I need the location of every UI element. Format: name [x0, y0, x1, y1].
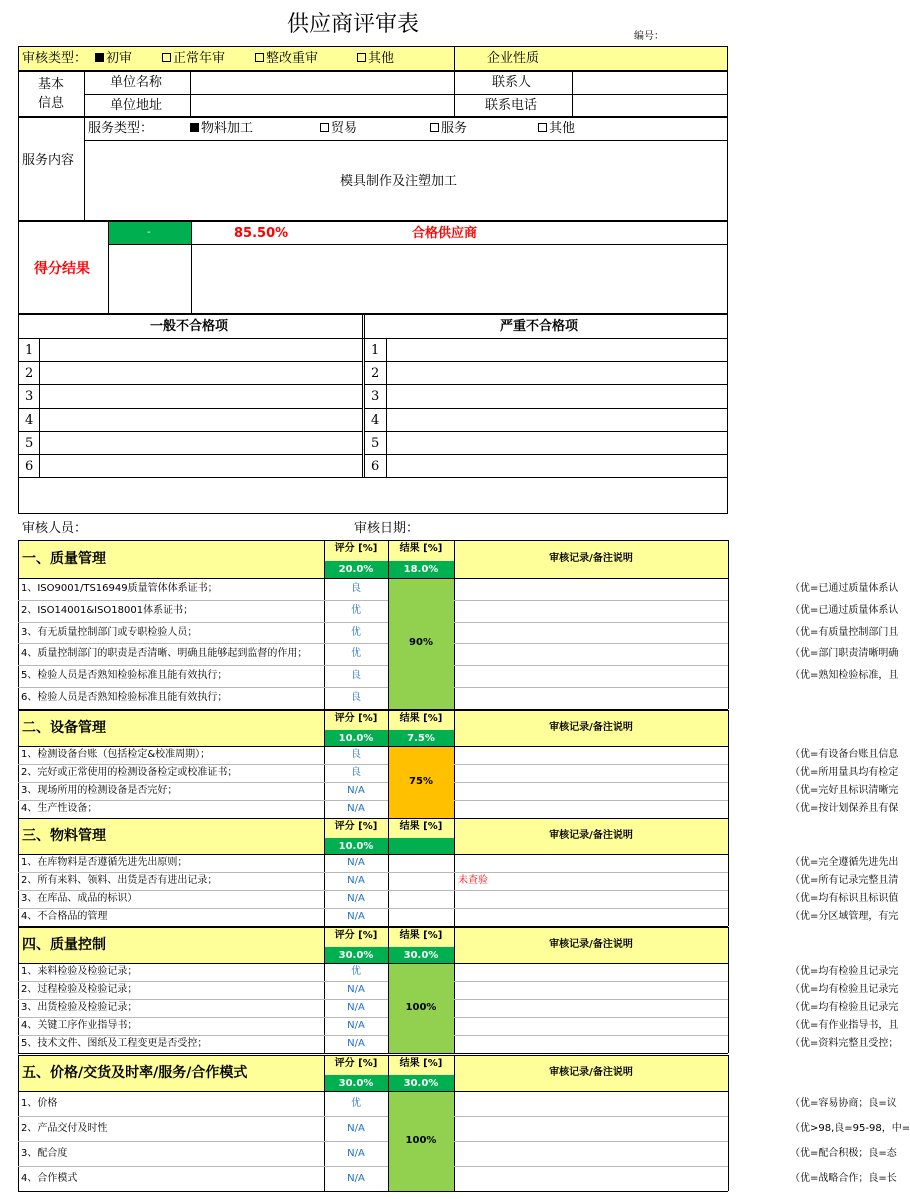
- score-dash: -: [147, 227, 151, 238]
- audit-item-text: 1、检测设备台账（包括检定&校准周期）；: [21, 749, 211, 760]
- audit-item-text: 4、合作模式: [21, 1172, 78, 1184]
- audit-item-text: 3、现场所用的检测设备是否完好；: [21, 785, 178, 796]
- page-title: 供应商评审表: [287, 12, 420, 37]
- serious-row-field[interactable]: [387, 432, 725, 453]
- audit-item-criteria: （优=完好且标识清晰完: [790, 785, 899, 796]
- audit-item-text: 1、ISO9001/TS16949质量管体体系证书；: [21, 582, 218, 594]
- checkbox-checked-icon: [190, 123, 199, 132]
- section-title: 三、物料管理: [22, 828, 106, 844]
- audit-type-reaudit[interactable]: 整改重审: [255, 52, 318, 65]
- auditor-label: 审核人员：: [22, 521, 88, 536]
- audit-item-grade[interactable]: N/A: [347, 911, 365, 922]
- remark-column-label: 审核记录/备注说明: [549, 722, 633, 733]
- serious-row-number: 6: [371, 459, 380, 474]
- audit-item-text: 5、检验人员是否熟知检验标准且能有效执行；: [21, 670, 228, 682]
- audit-item-grade[interactable]: N/A: [347, 984, 365, 995]
- service-type-trade[interactable]: 贸易: [320, 122, 357, 135]
- checkbox-icon: [320, 123, 329, 132]
- audit-item-text: 3、配合度: [21, 1147, 68, 1159]
- result-column-label: 结果 [%]: [399, 543, 443, 554]
- general-row-number: 2: [25, 366, 34, 382]
- section-title: 一、质量管理: [22, 551, 106, 567]
- score-percent: 85.50%: [234, 226, 289, 241]
- audit-item-text: 4、关键工序作业指导书；: [21, 1020, 138, 1031]
- audit-item-grade[interactable]: 优: [351, 966, 361, 977]
- phone-label: 联系电话: [485, 98, 538, 113]
- audit-item-grade[interactable]: 良: [351, 582, 361, 594]
- audit-item-criteria: （优=资料完整且受控；: [790, 1038, 899, 1049]
- audit-type-annual[interactable]: 正常年审: [162, 52, 225, 65]
- checkbox-icon: [357, 53, 366, 62]
- result-column-label: 结果 [%]: [399, 930, 443, 941]
- section-weight: 30.0%: [338, 950, 374, 961]
- audit-item-grade[interactable]: N/A: [347, 857, 365, 868]
- result-column-label: 结果 [%]: [399, 713, 443, 724]
- audit-item-criteria: （优=部门职责清晰明确: [790, 648, 899, 660]
- serious-row-field[interactable]: [387, 455, 725, 476]
- audit-item-text: 6、检验人员是否熟知检验标准且能有效执行；: [21, 691, 228, 703]
- audit-item-text: 5、技术文件、图纸及工程变更是否受控；: [21, 1038, 208, 1049]
- section-result-cell: [388, 838, 454, 854]
- audit-item-grade[interactable]: N/A: [347, 1122, 365, 1134]
- audit-item-text: 1、在库物料是否遵循先进先出原则；: [21, 857, 188, 868]
- service-type-service[interactable]: 服务: [430, 122, 467, 135]
- audit-item-grade[interactable]: N/A: [347, 1147, 365, 1159]
- audit-item-text: 2、所有来料、领料、出货是否有进出记录；: [21, 875, 218, 886]
- audit-item-grade[interactable]: N/A: [347, 875, 365, 886]
- audit-item-grade[interactable]: N/A: [347, 785, 365, 796]
- general-row-number: 3: [25, 389, 34, 405]
- service-type-label: 服务类型：: [88, 121, 154, 136]
- serious-row-field[interactable]: [387, 409, 725, 430]
- serious-row-field[interactable]: [387, 339, 725, 360]
- section-title: 二、设备管理: [22, 720, 106, 736]
- section-title: 五、价格/交货及时率/服务/合作模式: [22, 1065, 248, 1081]
- checkbox-icon: [430, 123, 439, 132]
- enterprise-nature-label: 企业性质: [487, 51, 540, 66]
- serial-number-label: 编号：: [634, 31, 664, 42]
- serious-row-number: 5: [371, 435, 380, 451]
- section-merged-value: 90%: [409, 637, 433, 649]
- service-content-label: 服务内容: [22, 153, 75, 168]
- audit-item-grade[interactable]: N/A: [347, 1038, 365, 1049]
- general-row-number: 6: [25, 459, 34, 474]
- section-merged-value: 100%: [405, 1135, 437, 1146]
- audit-item-criteria: （优=战略合作；良=长: [790, 1172, 897, 1184]
- serious-row-field[interactable]: [387, 385, 725, 406]
- contact-label: 联系人: [492, 75, 532, 90]
- section-result: 7.5%: [407, 733, 435, 744]
- audit-item-text: 2、产品交付及时性: [21, 1122, 108, 1134]
- section-merged-value: 75%: [409, 776, 433, 787]
- audit-item-grade[interactable]: N/A: [347, 1002, 365, 1013]
- audit-item-criteria: （优=按计划保养且有保: [790, 803, 899, 814]
- general-row-field[interactable]: [40, 362, 360, 383]
- audit-item-text: 1、来料检验及检验记录；: [21, 966, 138, 977]
- serious-nonconformance-title: 严重不合格项: [500, 319, 579, 334]
- result-column-label: 结果 [%]: [399, 1058, 443, 1069]
- remark-column-label: 审核记录/备注说明: [549, 939, 633, 950]
- audit-item-criteria: （优=均有检验且记录完: [790, 984, 899, 995]
- audit-item-criteria: （优=有设备台账且信息: [790, 749, 899, 760]
- service-type-processing[interactable]: 物料加工: [190, 122, 253, 135]
- audit-type-label: 审核类型：: [22, 51, 88, 66]
- serious-row-number: 4: [371, 412, 380, 428]
- audit-item-text: 4、质量控制部门的职责是否清晰、明确且能够起到监督的作用；: [21, 648, 308, 660]
- audit-item-criteria: （优=所用量具均有检定: [790, 767, 899, 778]
- section-weight: 10.0%: [338, 733, 374, 744]
- audit-item-criteria: （优>98,良=95-98，中=: [790, 1122, 910, 1134]
- audit-item-grade[interactable]: N/A: [347, 1172, 365, 1184]
- checkbox-icon: [538, 123, 547, 132]
- serious-row-number: 3: [371, 389, 380, 405]
- audit-item-criteria: （优=容易协商；良=议: [790, 1097, 897, 1109]
- serious-row-number: 1: [371, 343, 380, 358]
- audit-item-text: 1、价格: [21, 1097, 58, 1109]
- audit-item-criteria: （优=已通过质量体系认: [790, 604, 899, 616]
- general-nonconformance-title: 一般不合格项: [150, 319, 229, 334]
- basic-info-label: 基本: [38, 77, 65, 92]
- audit-item-grade[interactable]: 良: [351, 749, 361, 760]
- audit-item-grade[interactable]: N/A: [347, 1020, 365, 1031]
- audit-date-label: 审核日期：: [354, 521, 420, 536]
- general-row-field[interactable]: [40, 409, 360, 430]
- company-address-label: 单位地址: [110, 98, 163, 113]
- section-weight: 20.0%: [338, 564, 374, 575]
- audit-item-criteria: （优=完全遵循先进先出: [790, 857, 899, 868]
- audit-item-grade[interactable]: 优: [351, 604, 361, 616]
- audit-item-criteria: （优=有作业指导书，且: [790, 1020, 899, 1031]
- score-column-label: 评分 [%]: [334, 713, 378, 724]
- general-row-number: 1: [25, 343, 34, 358]
- score-column-label: 评分 [%]: [334, 821, 378, 832]
- audit-item-grade[interactable]: 良: [351, 691, 361, 703]
- section-merged-value: 100%: [405, 1002, 437, 1013]
- section-weight: 30.0%: [338, 1078, 374, 1089]
- audit-item-grade[interactable]: N/A: [347, 803, 365, 814]
- audit-item-criteria: （优=已通过质量体系认: [790, 582, 899, 594]
- audit-item-text: 2、完好或正常使用的检测设备检定或校准证书；: [21, 767, 238, 778]
- remark-column-label: 审核记录/备注说明: [549, 553, 633, 564]
- audit-item-note[interactable]: 未查验: [458, 875, 488, 886]
- general-row-field[interactable]: [40, 385, 360, 406]
- score-column-label: 评分 [%]: [334, 930, 378, 941]
- checkbox-checked-icon: [95, 53, 104, 62]
- audit-item-grade[interactable]: 优: [351, 1097, 361, 1109]
- audit-item-criteria: （优=均有检验且记录完: [790, 966, 899, 977]
- audit-item-text: 4、生产性设备；: [21, 803, 98, 814]
- service-content-text: 模具制作及注塑加工: [340, 174, 458, 189]
- general-row-field[interactable]: [40, 432, 360, 453]
- audit-item-criteria: （优=均有检验且记录完: [790, 1002, 899, 1013]
- audit-item-text: 4、不合格品的管理: [21, 911, 108, 922]
- remark-column-label: 审核记录/备注说明: [549, 830, 633, 841]
- general-row-number: 4: [25, 412, 34, 428]
- supplier-grade: 合格供应商: [412, 226, 478, 241]
- audit-item-criteria: （优=配合积极；良=态: [790, 1147, 897, 1159]
- audit-item-grade[interactable]: 优: [351, 626, 361, 638]
- section-result: 30.0%: [403, 950, 439, 961]
- audit-item-grade[interactable]: 良: [351, 670, 361, 682]
- general-row-field[interactable]: [40, 339, 360, 360]
- general-row-number: 5: [25, 435, 34, 451]
- audit-item-criteria: （优=有质量控制部门且: [790, 626, 899, 638]
- checkbox-icon: [255, 53, 264, 62]
- basic-info-label-2: 信息: [38, 96, 65, 111]
- audit-item-grade[interactable]: 良: [351, 767, 361, 778]
- audit-type-initial[interactable]: 初审: [95, 52, 132, 65]
- remark-column-label: 审核记录/备注说明: [549, 1067, 633, 1078]
- audit-item-criteria: （优=分区域管理，有完: [790, 911, 899, 922]
- serious-row-field[interactable]: [387, 362, 725, 383]
- checkbox-icon: [162, 53, 171, 62]
- section-weight: 10.0%: [338, 841, 374, 852]
- section-title: 四、质量控制: [22, 937, 106, 953]
- serious-row-number: 2: [371, 366, 380, 382]
- audit-item-text: 2、ISO14001&ISO18001体系证书；: [21, 604, 194, 616]
- audit-type-other[interactable]: 其他: [357, 52, 394, 65]
- audit-item-grade[interactable]: N/A: [347, 893, 365, 904]
- company-name-label: 单位名称: [110, 75, 163, 90]
- audit-item-text: 3、出货检验及检验记录；: [21, 1002, 138, 1013]
- audit-item-criteria: （优=熟知检验标准，且: [790, 670, 899, 682]
- service-type-other[interactable]: 其他: [538, 122, 575, 135]
- score-column-label: 评分 [%]: [334, 543, 378, 554]
- result-column-label: 结果 [%]: [399, 821, 443, 832]
- audit-item-criteria: （优=所有记录完整且清: [790, 875, 899, 886]
- section-result: 30.0%: [403, 1078, 439, 1089]
- audit-item-text: 3、在库品、成品的标识）: [21, 893, 138, 904]
- general-row-field[interactable]: [40, 455, 360, 476]
- audit-item-text: 3、有无质量控制部门或专职检验人员；: [21, 626, 198, 638]
- score-result-label: 得分结果: [34, 261, 90, 277]
- audit-item-grade[interactable]: 优: [351, 648, 361, 660]
- audit-item-criteria: （优=均有标识且标识值: [790, 893, 899, 904]
- audit-item-text: 2、过程检验及检验记录；: [21, 984, 138, 995]
- score-column-label: 评分 [%]: [334, 1058, 378, 1069]
- section-result: 18.0%: [403, 564, 439, 575]
